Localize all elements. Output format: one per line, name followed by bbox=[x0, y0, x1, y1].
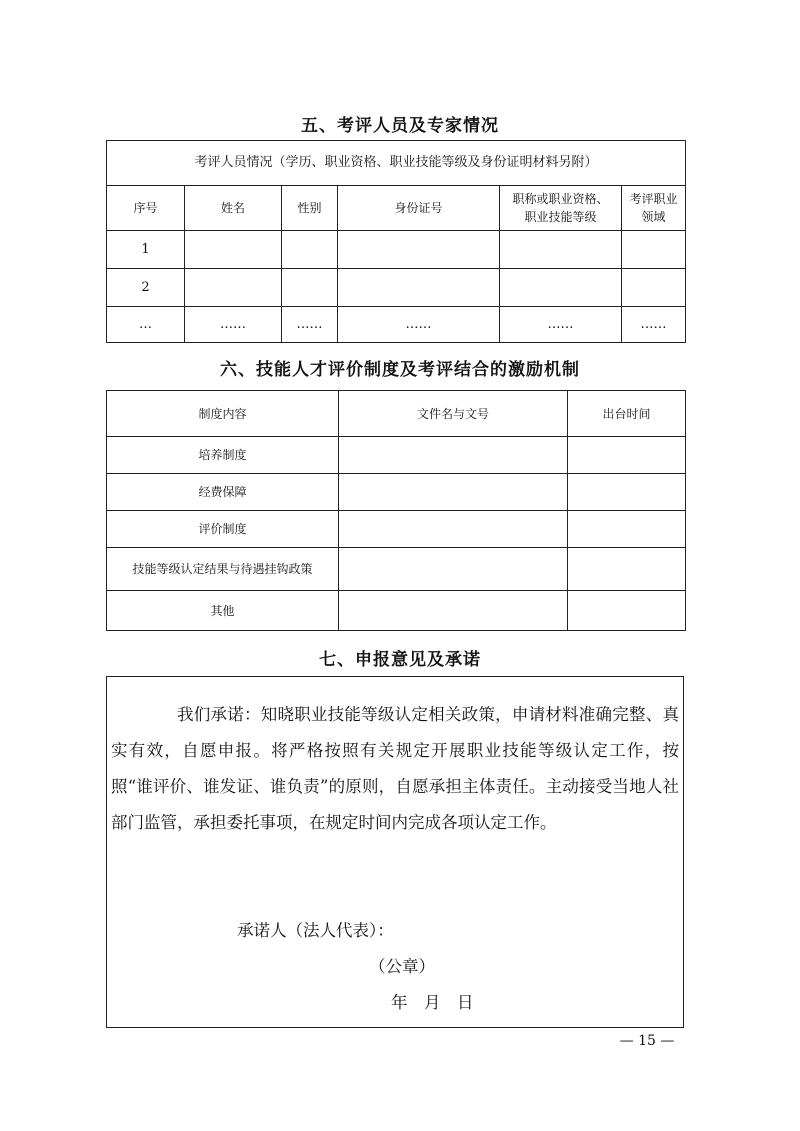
table-cell bbox=[185, 231, 282, 269]
table-row bbox=[107, 548, 686, 591]
table-row bbox=[107, 511, 686, 548]
table-cell: …… bbox=[338, 307, 500, 343]
seal-label: （公章） bbox=[369, 957, 435, 976]
col-issue-date: 出台时间 bbox=[568, 391, 686, 437]
col-field-line1: 考评职业 bbox=[629, 192, 678, 206]
examiners-table bbox=[106, 140, 686, 343]
date-label: 年 月 日 bbox=[391, 993, 474, 1012]
table-row bbox=[107, 437, 686, 474]
table-cell: …… bbox=[282, 307, 338, 343]
table-cell bbox=[338, 231, 500, 269]
table-row bbox=[107, 231, 686, 269]
table-cell bbox=[282, 231, 338, 269]
promise-box bbox=[106, 676, 684, 1028]
table-cell: 经费保障 bbox=[107, 474, 339, 511]
col-qualification bbox=[500, 186, 622, 231]
col-field bbox=[622, 186, 686, 231]
table-cell: …… bbox=[500, 307, 622, 343]
col-field-line2: 领域 bbox=[641, 210, 666, 224]
table-row bbox=[107, 474, 686, 511]
examiners-table-header: 考评人员情况（学历、职业资格、职业技能等级及身份证明材料另附） bbox=[107, 141, 686, 186]
table-cell: 2 bbox=[107, 269, 185, 307]
section5-title: 五、考评人员及专家情况 bbox=[301, 116, 499, 136]
incentive-table bbox=[106, 390, 686, 631]
table-cell: …… bbox=[185, 307, 282, 343]
table-cell bbox=[622, 269, 686, 307]
table-cell bbox=[282, 269, 338, 307]
table-cell: 评价制度 bbox=[107, 511, 339, 548]
col-system-content: 制度内容 bbox=[107, 391, 339, 437]
table-cell: 技能等级认定结果与待遇挂钩政策 bbox=[107, 548, 339, 591]
col-serial: 序号 bbox=[107, 186, 185, 231]
table-cell: …… bbox=[622, 307, 686, 343]
table-row bbox=[107, 269, 686, 307]
table-cell bbox=[500, 269, 622, 307]
col-qualification-line1: 职称或职业资格、 bbox=[512, 192, 609, 206]
table-cell: … bbox=[107, 307, 185, 343]
promise-text: 我们承诺：知晓职业技能等级认定相关政策，申请材料准确完整、真实有效，自愿申报。将严格按照有关规定开展职业技能等级认定工作，按照“谁评价、谁发证、谁负责”的原则，自愿承担主体责任。主动接受当地人社部门监管，承担委托事项，在规定时间内完成各项认定工作。 bbox=[111, 705, 679, 832]
table-cell: 其他 bbox=[107, 591, 339, 631]
table-cell: 培养制度 bbox=[107, 437, 339, 474]
table-cell bbox=[622, 231, 686, 269]
table-row bbox=[107, 591, 686, 631]
col-name: 姓名 bbox=[185, 186, 282, 231]
page-number: — 15 — bbox=[619, 1033, 675, 1049]
section6-title: 六、技能人才评价制度及考评结合的激励机制 bbox=[220, 360, 580, 380]
section7-title: 七、申报意见及承诺 bbox=[319, 650, 481, 670]
table-cell bbox=[185, 269, 282, 307]
col-gender: 性别 bbox=[282, 186, 338, 231]
table-cell bbox=[500, 231, 622, 269]
col-id-number: 身份证号 bbox=[338, 186, 500, 231]
signer-label: 承诺人（法人代表）： bbox=[237, 921, 394, 940]
table-cell bbox=[338, 269, 500, 307]
table-row bbox=[107, 307, 686, 343]
table-cell: 1 bbox=[107, 231, 185, 269]
col-document-name: 文件名与文号 bbox=[339, 391, 568, 437]
col-qualification-line2: 职业技能等级 bbox=[524, 210, 597, 224]
